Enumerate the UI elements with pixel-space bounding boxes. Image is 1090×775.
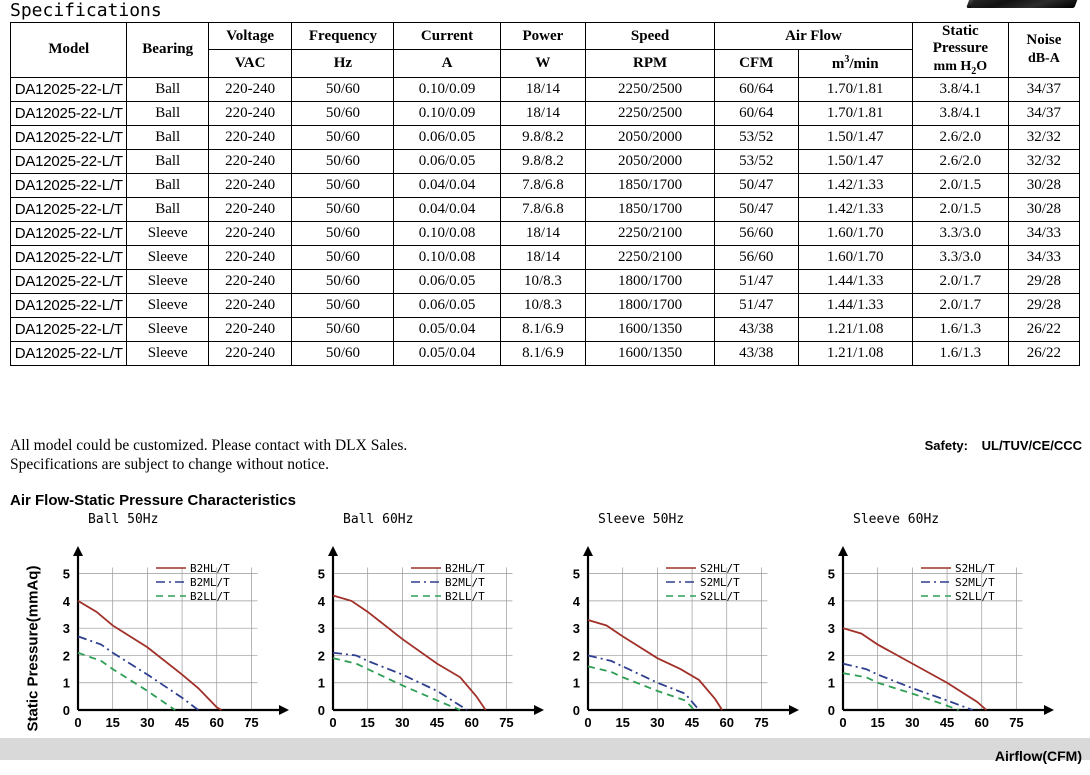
cell-value: 50/60 xyxy=(292,197,394,221)
cell-value: 1800/1700 xyxy=(586,293,715,317)
cell-value: 43/38 xyxy=(715,317,798,341)
cell-value: 1.44/1.33 xyxy=(798,293,912,317)
cell-value: 0.06/0.05 xyxy=(394,149,500,173)
specifications-table xyxy=(10,22,1080,366)
cell-value: 2.6/2.0 xyxy=(912,149,1008,173)
col-header-noise-unit: dB-A xyxy=(1027,51,1060,67)
cell-model: DA12025-22-L/T xyxy=(11,101,127,125)
cell-bearing: Sleeve xyxy=(127,293,208,317)
chart-3 xyxy=(558,512,808,744)
cell-value: 1.6/1.3 xyxy=(912,341,1008,365)
svg-text:3: 3 xyxy=(62,621,70,637)
svg-text:45: 45 xyxy=(939,715,955,730)
cell-model: DA12025-22-L/T xyxy=(11,221,127,245)
svg-text:15: 15 xyxy=(615,715,630,730)
cell-value: 1.44/1.33 xyxy=(798,269,912,293)
cell-value: 2.0/1.7 xyxy=(912,293,1008,317)
series-B2ML/T xyxy=(333,653,467,710)
note-line-2: Specifications are subject to change without notice. xyxy=(10,456,329,473)
chart-plot xyxy=(48,532,298,740)
cell-value: 26/22 xyxy=(1008,317,1079,341)
cell-model: DA12025-22-L/T xyxy=(11,317,127,341)
cell-value: 18/14 xyxy=(500,221,586,245)
svg-text:60: 60 xyxy=(719,715,734,730)
table-row xyxy=(11,77,1080,101)
svg-text:3: 3 xyxy=(827,621,835,637)
cell-value: 220-240 xyxy=(208,341,291,365)
cell-value: 0.10/0.08 xyxy=(394,221,500,245)
cell-value: 10/8.3 xyxy=(500,293,586,317)
cell-value: 43/38 xyxy=(715,341,798,365)
svg-text:5: 5 xyxy=(317,566,325,582)
cell-value: 0.10/0.08 xyxy=(394,245,500,269)
cell-value: 8.1/6.9 xyxy=(500,317,586,341)
chart-plot xyxy=(813,532,1063,740)
table-row xyxy=(11,125,1080,149)
table-row xyxy=(11,245,1080,269)
svg-text:0: 0 xyxy=(827,703,835,718)
svg-text:0: 0 xyxy=(572,703,580,718)
cell-bearing: Sleeve xyxy=(127,341,208,365)
cell-value: 50/60 xyxy=(292,173,394,197)
svg-text:S2HL/T: S2HL/T xyxy=(700,562,740,575)
cell-value: 0.04/0.04 xyxy=(394,197,500,221)
chart-plot xyxy=(558,532,808,740)
cell-value: 3.3/3.0 xyxy=(912,221,1008,245)
table-body xyxy=(11,77,1080,365)
svg-text:0: 0 xyxy=(329,715,337,730)
cell-value: 30/28 xyxy=(1008,197,1079,221)
cell-value: 34/33 xyxy=(1008,245,1079,269)
svg-text:45: 45 xyxy=(429,715,445,730)
cell-value: 51/47 xyxy=(715,293,798,317)
cell-value: 0.04/0.04 xyxy=(394,173,500,197)
cell-value: 220-240 xyxy=(208,197,291,221)
col-header-model: Model xyxy=(11,23,127,78)
svg-text:5: 5 xyxy=(572,566,580,582)
svg-text:B2HL/T: B2HL/T xyxy=(190,562,230,575)
cell-value: 7.8/6.8 xyxy=(500,197,586,221)
svg-text:B2LL/T: B2LL/T xyxy=(190,590,230,603)
svg-text:4: 4 xyxy=(317,593,325,609)
svg-text:S2HL/T: S2HL/T xyxy=(955,562,995,575)
table-row xyxy=(11,269,1080,293)
cell-bearing: Sleeve xyxy=(127,245,208,269)
cell-value: 1.6/1.3 xyxy=(912,317,1008,341)
col-header-current: Current xyxy=(394,23,500,50)
svg-text:75: 75 xyxy=(1009,715,1024,730)
safety-certifications xyxy=(925,438,1082,453)
cell-value: 60/64 xyxy=(715,101,798,125)
cell-value: 0.05/0.04 xyxy=(394,341,500,365)
svg-text:5: 5 xyxy=(827,566,835,582)
table-row xyxy=(11,317,1080,341)
svg-text:0: 0 xyxy=(839,715,847,730)
svg-text:1: 1 xyxy=(827,675,835,691)
cell-value: 1600/1350 xyxy=(586,341,715,365)
cell-value: 1850/1700 xyxy=(586,197,715,221)
cell-value: 220-240 xyxy=(208,173,291,197)
cell-value: 18/14 xyxy=(500,77,586,101)
cell-value: 3.8/4.1 xyxy=(912,101,1008,125)
svg-text:30: 30 xyxy=(140,715,155,730)
cell-value: 56/60 xyxy=(715,221,798,245)
cell-bearing: Ball xyxy=(127,101,208,125)
svg-text:S2ML/T: S2ML/T xyxy=(955,576,995,589)
table-row xyxy=(11,149,1080,173)
svg-text:60: 60 xyxy=(464,715,479,730)
cell-value: 3.8/4.1 xyxy=(912,77,1008,101)
svg-text:2: 2 xyxy=(62,648,70,664)
svg-text:30: 30 xyxy=(395,715,410,730)
safety-label: Safety: xyxy=(924,438,968,453)
svg-text:15: 15 xyxy=(870,715,885,730)
series-B2HL/T xyxy=(333,595,486,710)
unit-cfm: CFM xyxy=(715,50,798,77)
cell-value: 1800/1700 xyxy=(586,269,715,293)
cell-value: 50/60 xyxy=(292,293,394,317)
series-S2LL/T xyxy=(588,666,694,710)
cell-model: DA12025-22-L/T xyxy=(11,269,127,293)
cell-value: 1.21/1.08 xyxy=(798,341,912,365)
svg-text:0: 0 xyxy=(62,703,70,718)
svg-text:0: 0 xyxy=(74,715,82,730)
svg-text:0: 0 xyxy=(317,703,325,718)
cell-bearing: Ball xyxy=(127,197,208,221)
svg-text:30: 30 xyxy=(905,715,920,730)
cell-bearing: Ball xyxy=(127,77,208,101)
col-header-noise: Noise dB-A xyxy=(1008,23,1079,78)
table-row xyxy=(11,101,1080,125)
series-B2LL/T xyxy=(78,653,175,710)
cell-value: 2.0/1.5 xyxy=(912,173,1008,197)
cell-value: 50/60 xyxy=(292,245,394,269)
svg-text:75: 75 xyxy=(244,715,259,730)
cell-model: DA12025-22-L/T xyxy=(11,293,127,317)
chart-4 xyxy=(813,512,1063,744)
svg-text:S2LL/T: S2LL/T xyxy=(955,590,995,603)
cell-value: 0.05/0.04 xyxy=(394,317,500,341)
cell-value: 220-240 xyxy=(208,125,291,149)
svg-text:4: 4 xyxy=(827,593,835,609)
cell-value: 51/47 xyxy=(715,269,798,293)
cell-model: DA12025-22-L/T xyxy=(11,173,127,197)
fan-product-photo xyxy=(964,0,1084,16)
cell-bearing: Ball xyxy=(127,173,208,197)
svg-text:3: 3 xyxy=(317,621,325,637)
cell-value: 9.8/8.2 xyxy=(500,149,586,173)
cell-value: 34/37 xyxy=(1008,77,1079,101)
col-header-airflow: Air Flow xyxy=(715,23,913,50)
cell-value: 50/60 xyxy=(292,101,394,125)
safety-value: UL/TUV/CE/CCC xyxy=(981,438,1082,453)
unit-speed: RPM xyxy=(586,50,715,77)
svg-text:B2ML/T: B2ML/T xyxy=(190,576,230,589)
svg-text:75: 75 xyxy=(499,715,514,730)
cell-value: 8.1/6.9 xyxy=(500,341,586,365)
cell-value: 2250/2100 xyxy=(586,221,715,245)
cell-value: 2.6/2.0 xyxy=(912,125,1008,149)
col-header-bearing: Bearing xyxy=(127,23,208,78)
cell-model: DA12025-22-L/T xyxy=(11,125,127,149)
cell-value: 10/8.3 xyxy=(500,269,586,293)
chart-1 xyxy=(48,512,298,744)
cell-value: 34/33 xyxy=(1008,221,1079,245)
cell-value: 1.42/1.33 xyxy=(798,197,912,221)
table-row xyxy=(11,197,1080,221)
cell-value: 220-240 xyxy=(208,221,291,245)
svg-text:S2ML/T: S2ML/T xyxy=(700,576,740,589)
chart-plot xyxy=(303,532,553,740)
cell-value: 26/22 xyxy=(1008,341,1079,365)
cell-value: 2250/2500 xyxy=(586,101,715,125)
svg-text:45: 45 xyxy=(174,715,190,730)
svg-text:4: 4 xyxy=(572,593,580,609)
cell-value: 50/47 xyxy=(715,173,798,197)
cell-value: 9.8/8.2 xyxy=(500,125,586,149)
cell-value: 1.21/1.08 xyxy=(798,317,912,341)
table-header-row-1 xyxy=(11,23,1080,50)
cell-value: 220-240 xyxy=(208,77,291,101)
col-header-frequency: Frequency xyxy=(292,23,394,50)
cell-value: 50/60 xyxy=(292,341,394,365)
cell-value: 220-240 xyxy=(208,317,291,341)
col-header-speed: Speed xyxy=(586,23,715,50)
cell-bearing: Sleeve xyxy=(127,269,208,293)
series-S2HL/T xyxy=(588,620,722,710)
svg-text:B2HL/T: B2HL/T xyxy=(445,562,485,575)
cell-value: 56/60 xyxy=(715,245,798,269)
cell-value: 1.70/1.81 xyxy=(798,101,912,125)
cell-value: 2.0/1.5 xyxy=(912,197,1008,221)
cell-value: 0.10/0.09 xyxy=(394,77,500,101)
svg-text:15: 15 xyxy=(105,715,120,730)
cell-value: 1.70/1.81 xyxy=(798,77,912,101)
cell-value: 50/60 xyxy=(292,125,394,149)
cell-value: 32/32 xyxy=(1008,125,1079,149)
unit-power: W xyxy=(500,50,586,77)
cell-value: 30/28 xyxy=(1008,173,1079,197)
unit-static-pressure: mm $H_2O$ xyxy=(933,59,988,77)
unit-voltage: VAC xyxy=(208,50,291,77)
svg-text:3: 3 xyxy=(572,621,580,637)
cell-value: 1600/1350 xyxy=(586,317,715,341)
cell-model: DA12025-22-L/T xyxy=(11,245,127,269)
svg-text:0: 0 xyxy=(584,715,592,730)
table-head xyxy=(11,23,1080,78)
cell-value: 50/60 xyxy=(292,77,394,101)
table-row xyxy=(11,293,1080,317)
cell-value: 0.10/0.09 xyxy=(394,101,500,125)
cell-value: 1.60/1.70 xyxy=(798,221,912,245)
cell-value: 29/28 xyxy=(1008,269,1079,293)
cell-bearing: Sleeve xyxy=(127,317,208,341)
cell-value: 0.06/0.05 xyxy=(394,125,500,149)
chart-title: Sleeve 60Hz xyxy=(853,512,940,527)
cell-value: 32/32 xyxy=(1008,149,1079,173)
svg-text:45: 45 xyxy=(684,715,700,730)
svg-text:60: 60 xyxy=(209,715,224,730)
cell-value: 50/47 xyxy=(715,197,798,221)
charts-y-axis-label: Static Pressure(mmAq) xyxy=(24,565,42,732)
table-row xyxy=(11,221,1080,245)
svg-text:15: 15 xyxy=(360,715,375,730)
cell-value: 1.42/1.33 xyxy=(798,173,912,197)
cell-value: 29/28 xyxy=(1008,293,1079,317)
note-line-1: All model could be customized. Please contact with DLX Sales. xyxy=(10,437,408,454)
cell-model: DA12025-22-L/T xyxy=(11,149,127,173)
cell-value: 220-240 xyxy=(208,269,291,293)
cell-value: 18/14 xyxy=(500,101,586,125)
cell-value: 53/52 xyxy=(715,149,798,173)
cell-model: DA12025-22-L/T xyxy=(11,341,127,365)
cell-value: 1850/1700 xyxy=(586,173,715,197)
cell-value: 0.06/0.05 xyxy=(394,269,500,293)
table-row xyxy=(11,173,1080,197)
svg-text:S2LL/T: S2LL/T xyxy=(700,590,740,603)
cell-value: 60/64 xyxy=(715,77,798,101)
svg-text:30: 30 xyxy=(650,715,665,730)
cell-value: 34/37 xyxy=(1008,101,1079,125)
charts-section-title: Air Flow-Static Pressure Characteristics xyxy=(10,492,296,509)
chart-title: Ball 50Hz xyxy=(88,512,159,527)
svg-text:1: 1 xyxy=(317,675,325,691)
svg-text:60: 60 xyxy=(974,715,989,730)
cell-value: 50/60 xyxy=(292,221,394,245)
cell-value: 2050/2000 xyxy=(586,149,715,173)
cell-bearing: Ball xyxy=(127,125,208,149)
svg-text:2: 2 xyxy=(827,648,835,664)
svg-text:B2ML/T: B2ML/T xyxy=(445,576,485,589)
cell-value: 1.50/1.47 xyxy=(798,149,912,173)
svg-text:1: 1 xyxy=(62,675,70,691)
col-header-voltage: Voltage xyxy=(208,23,291,50)
cell-value: 2250/2500 xyxy=(586,77,715,101)
notes-block xyxy=(10,436,407,474)
cell-value: 7.8/6.8 xyxy=(500,173,586,197)
cell-value: 220-240 xyxy=(208,149,291,173)
chart-2 xyxy=(303,512,553,744)
cell-model: DA12025-22-L/T xyxy=(11,77,127,101)
cell-bearing: Ball xyxy=(127,149,208,173)
cell-value: 2050/2000 xyxy=(586,125,715,149)
cell-value: 50/60 xyxy=(292,269,394,293)
cell-value: 0.06/0.05 xyxy=(394,293,500,317)
svg-text:4: 4 xyxy=(62,593,70,609)
cell-value: 2250/2100 xyxy=(586,245,715,269)
page-title: Specifications xyxy=(10,0,162,21)
cell-value: 3.3/3.0 xyxy=(912,245,1008,269)
cell-value: 2.0/1.7 xyxy=(912,269,1008,293)
svg-text:1: 1 xyxy=(572,675,580,691)
cell-value: 50/60 xyxy=(292,149,394,173)
cell-value: 220-240 xyxy=(208,293,291,317)
cell-bearing: Sleeve xyxy=(127,221,208,245)
unit-frequency: Hz xyxy=(292,50,394,77)
col-header-power: Power xyxy=(500,23,586,50)
svg-text:75: 75 xyxy=(754,715,769,730)
cell-value: 1.60/1.70 xyxy=(798,245,912,269)
charts-x-axis-label: Airflow(CFM) xyxy=(994,748,1082,764)
cell-value: 220-240 xyxy=(208,245,291,269)
cell-value: 50/60 xyxy=(292,317,394,341)
cell-value: 1.50/1.47 xyxy=(798,125,912,149)
table-row xyxy=(11,341,1080,365)
svg-text:5: 5 xyxy=(62,566,70,582)
cell-value: 220-240 xyxy=(208,101,291,125)
svg-text:B2LL/T: B2LL/T xyxy=(445,590,485,603)
svg-text:2: 2 xyxy=(317,648,325,664)
unit-m3min: $m^3/\min$ xyxy=(798,50,912,77)
cell-model: DA12025-22-L/T xyxy=(11,197,127,221)
chart-title: Ball 60Hz xyxy=(343,512,414,527)
chart-title: Sleeve 50Hz xyxy=(598,512,685,527)
svg-text:2: 2 xyxy=(572,648,580,664)
footer-bar-lower xyxy=(0,765,1090,775)
cell-value: 18/14 xyxy=(500,245,586,269)
unit-current: A xyxy=(394,50,500,77)
col-header-static-pressure: Static Pressure mm $H_2O$ xyxy=(912,23,1008,78)
cell-value: 53/52 xyxy=(715,125,798,149)
